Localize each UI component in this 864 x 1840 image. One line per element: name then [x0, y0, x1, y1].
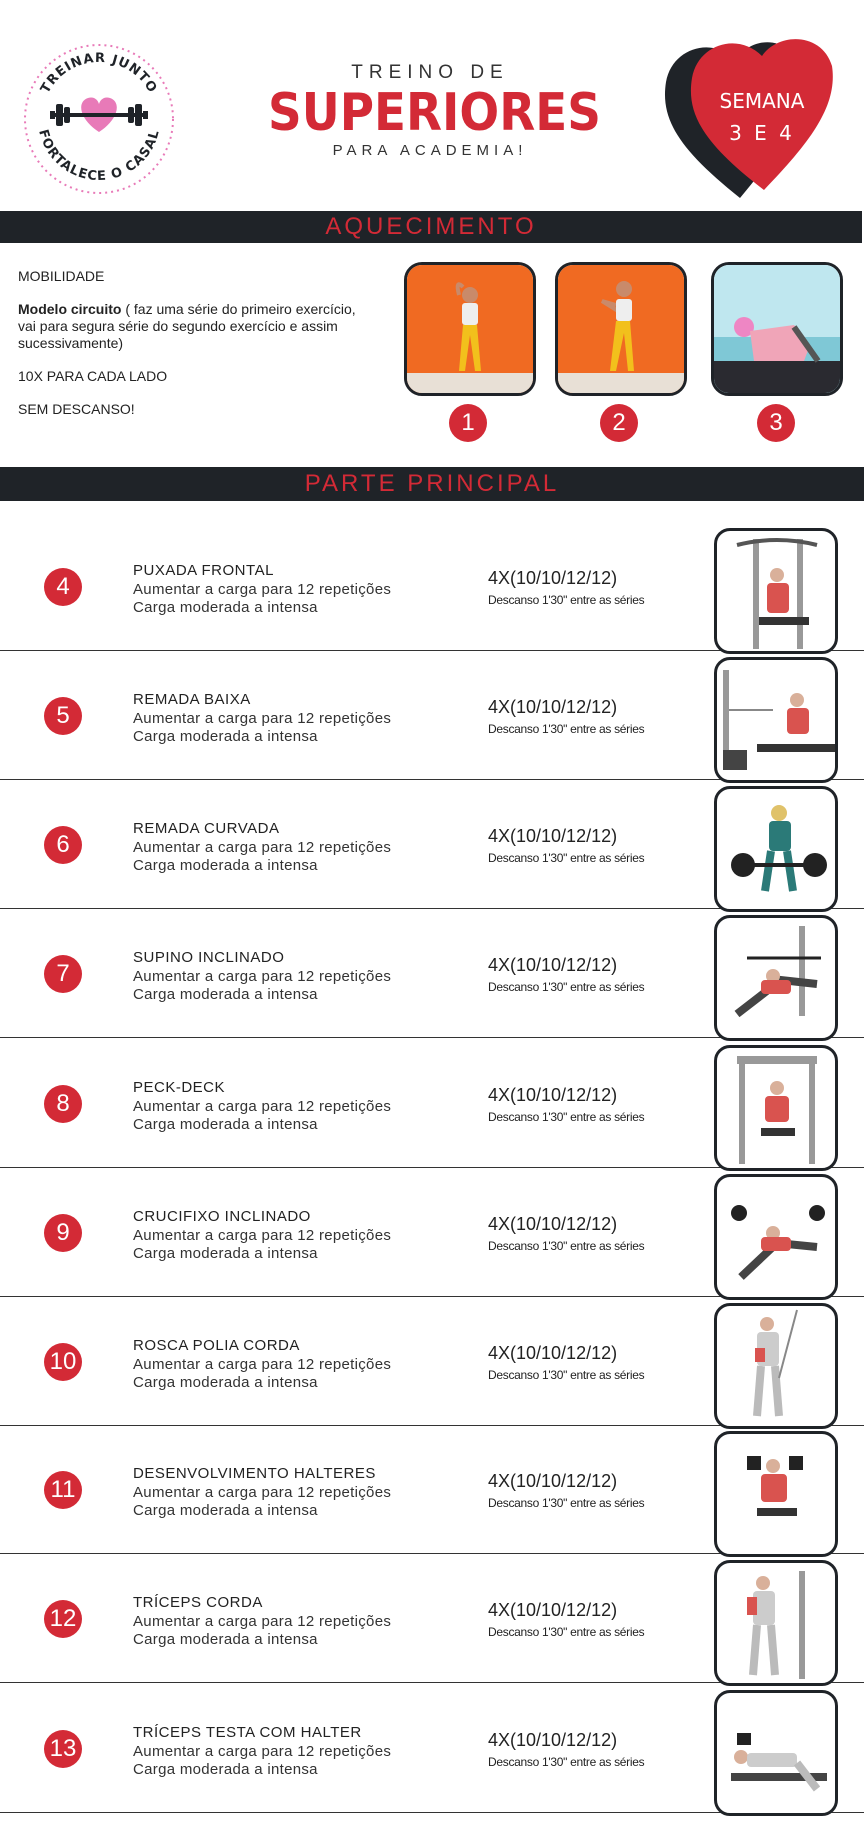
exercise-row — [0, 909, 864, 1038]
exercise-desc-line2: Carga moderada a intensa — [133, 1502, 318, 1519]
warmup-section-bar: AQUECIMENTO — [0, 211, 862, 243]
exercise-number: 7 — [44, 955, 82, 993]
exercise-description — [133, 1613, 391, 1649]
exercise-desc-line2: Carga moderada a intensa — [133, 599, 318, 616]
exercise-rest: Descanso 1'30" entre as séries — [488, 1110, 645, 1124]
exercise-number: 12 — [44, 1600, 82, 1638]
exercise-row — [0, 651, 864, 780]
exercise-row — [0, 1554, 864, 1683]
week-line1: SEMANA — [719, 89, 805, 113]
exercise-description — [133, 1098, 391, 1134]
exercise-illustration — [714, 786, 838, 912]
exercise-number: 11 — [44, 1471, 82, 1509]
exercise-rest: Descanso 1'30" entre as séries — [488, 1496, 645, 1510]
mobility-label: MOBILIDADE — [18, 268, 105, 284]
exercise-sets: 4X(10/10/12/12) — [488, 1730, 618, 1750]
svg-text:FORTALECE O CASAL — [35, 128, 163, 184]
exercise-sets: 4X(10/10/12/12) — [488, 1600, 618, 1620]
exercise-desc-line1: Aumentar a carga para 12 repetições — [133, 839, 392, 856]
exercise-illustration — [714, 657, 838, 783]
exercise-row — [0, 1039, 864, 1168]
exercise-desc-line2: Carga moderada a intensa — [133, 1116, 318, 1133]
main-section-bar: PARTE PRINCIPAL — [0, 467, 864, 501]
exercise-row — [0, 1297, 864, 1426]
exercise-desc-line1: Aumentar a carga para 12 repetições — [133, 1356, 392, 1373]
reps-label: 10X PARA CADA LADO — [18, 368, 168, 384]
exercise-number: 9 — [44, 1214, 82, 1252]
exercise-description — [133, 581, 391, 617]
exercise-desc-line1: Aumentar a carga para 12 repetições — [133, 1613, 392, 1630]
exercise-number: 10 — [44, 1343, 82, 1381]
exercise-description — [133, 1356, 391, 1392]
exercise-number: 13 — [44, 1730, 82, 1768]
title-bottom: PARA ACADEMIA! — [332, 142, 528, 159]
exercise-desc-line2: Carga moderada a intensa — [133, 1374, 318, 1391]
exercise-desc-line2: Carga moderada a intensa — [133, 857, 318, 874]
exercise-illustration — [714, 915, 838, 1041]
exercise-desc-line1: Aumentar a carga para 12 repetições — [133, 710, 392, 727]
exercise-sets: 4X(10/10/12/12) — [488, 955, 618, 975]
exercise-name: SUPINO INCLINADO — [133, 949, 285, 966]
exercise-number: 8 — [44, 1085, 82, 1123]
exercise-number: 4 — [44, 568, 82, 606]
exercise-desc-line2: Carga moderada a intensa — [133, 1761, 318, 1778]
exercise-number: 6 — [44, 826, 82, 864]
exercise-description — [133, 1227, 391, 1263]
exercise-sets: 4X(10/10/12/12) — [488, 826, 618, 846]
exercise-name: REMADA CURVADA — [133, 820, 280, 837]
exercise-illustration — [714, 1431, 838, 1557]
page-title: SUPERIORES — [268, 83, 601, 143]
exercise-desc-line1: Aumentar a carga para 12 repetições — [133, 581, 392, 598]
exercise-sets: 4X(10/10/12/12) — [488, 697, 618, 717]
exercise-number: 5 — [44, 697, 82, 735]
exercise-row — [0, 780, 864, 909]
exercise-name: DESENVOLVIMENTO HALTERES — [133, 1465, 376, 1482]
circuit-description — [18, 301, 358, 352]
exercise-desc-line2: Carga moderada a intensa — [133, 1245, 318, 1262]
exercise-sets: 4X(10/10/12/12) — [488, 1471, 618, 1491]
week-heart-badge — [660, 30, 850, 200]
title-block — [250, 62, 610, 159]
header — [0, 0, 864, 210]
exercise-description — [133, 710, 391, 746]
exercise-rest: Descanso 1'30" entre as séries — [488, 1625, 645, 1639]
exercise-row — [0, 1425, 864, 1554]
rest-label: SEM DESCANSO! — [18, 401, 135, 417]
exercise-name: PECK-DECK — [133, 1079, 226, 1096]
exercise-sets: 4X(10/10/12/12) — [488, 1214, 618, 1234]
warmup-number-1: 1 — [449, 404, 487, 442]
exercise-desc-line2: Carga moderada a intensa — [133, 728, 318, 745]
exercise-desc-line1: Aumentar a carga para 12 repetições — [133, 1484, 392, 1501]
exercise-illustration — [714, 1690, 838, 1816]
exercise-sets: 4X(10/10/12/12) — [488, 1343, 618, 1363]
exercise-description — [133, 839, 391, 875]
exercise-desc-line1: Aumentar a carga para 12 repetições — [133, 1227, 392, 1244]
exercise-desc-line1: Aumentar a carga para 12 repetições — [133, 968, 392, 985]
exercise-name: PUXADA FRONTAL — [133, 562, 274, 579]
svg-text:TREINAR JUNTO — [38, 51, 160, 96]
exercise-name: TRÍCEPS CORDA — [133, 1594, 263, 1611]
exercise-desc-line2: Carga moderada a intensa — [133, 1631, 318, 1648]
circuit-bold: Modelo circuito — [18, 301, 122, 317]
exercise-desc-line1: Aumentar a carga para 12 repetições — [133, 1098, 392, 1115]
exercise-illustration — [714, 528, 838, 654]
exercise-desc-line1: Aumentar a carga para 12 repetições — [133, 1743, 392, 1760]
exercise-illustration — [714, 1303, 838, 1429]
exercise-description — [133, 1484, 391, 1520]
warmup-image-1 — [404, 262, 536, 396]
warmup-number-2: 2 — [600, 404, 638, 442]
exercise-row — [0, 522, 864, 651]
warmup-image-3 — [711, 262, 843, 396]
exercise-description — [133, 1743, 391, 1779]
exercise-illustration — [714, 1174, 838, 1300]
logo-text-top: TREINAR JUNTO — [38, 50, 160, 97]
warmup-number-3: 3 — [757, 404, 795, 442]
exercise-rest: Descanso 1'30" entre as séries — [488, 593, 645, 607]
exercise-rest: Descanso 1'30" entre as séries — [488, 980, 645, 994]
exercise-desc-line2: Carga moderada a intensa — [133, 986, 318, 1003]
exercise-illustration — [714, 1045, 838, 1171]
logo-text-bottom: FORTALECE O CASAL — [35, 127, 163, 185]
exercise-rest: Descanso 1'30" entre as séries — [488, 1239, 645, 1253]
exercise-name: REMADA BAIXA — [133, 691, 251, 708]
circuit-text: ( faz uma série do primeiro exercício, vai para segura série do segundo exercício e assim sucessivamente) — [18, 301, 356, 351]
title-top: TREINO DE — [351, 62, 509, 83]
exercise-illustration — [714, 1560, 838, 1686]
exercise-name: CRUCIFIXO INCLINADO — [133, 1208, 311, 1225]
warmup-image-2 — [555, 262, 687, 396]
exercise-sets: 4X(10/10/12/12) — [488, 1085, 618, 1105]
exercise-sets: 4X(10/10/12/12) — [488, 568, 618, 588]
exercise-description — [133, 968, 391, 1004]
warmup-instructions — [18, 268, 358, 434]
week-line2: 3 E 4 — [729, 121, 795, 145]
exercise-name: TRÍCEPS TESTA COM HALTER — [133, 1724, 362, 1741]
exercise-rest: Descanso 1'30" entre as séries — [488, 722, 645, 736]
couple-logo — [20, 40, 178, 198]
exercise-rest: Descanso 1'30" entre as séries — [488, 1755, 645, 1769]
exercise-rest: Descanso 1'30" entre as séries — [488, 1368, 645, 1382]
exercise-name: ROSCA POLIA CORDA — [133, 1337, 300, 1354]
exercise-row — [0, 1168, 864, 1297]
exercise-row — [0, 1684, 864, 1813]
exercise-rest: Descanso 1'30" entre as séries — [488, 851, 645, 865]
